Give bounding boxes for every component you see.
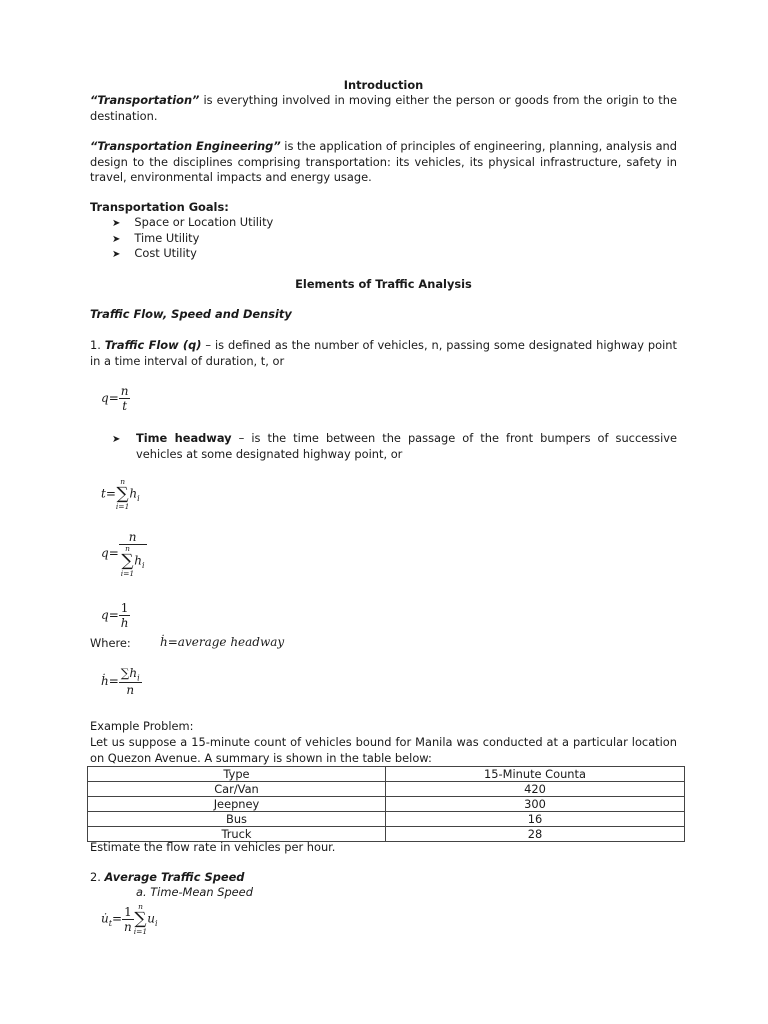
goal-item: ➤ Space or Location Utility (112, 215, 274, 229)
para-transportation (90, 93, 677, 124)
flow-definition: 1. Traffic Flow (q) – is defined as the number of vehicles, n, passing some designated highway point in a time interval of duration, t, or (90, 338, 677, 368)
equation-hbar-sum-over-n: ḣ= $\frac{\sum h_i}{n}$ (101, 666, 140, 698)
arrow-bullet-icon: ➤ (112, 218, 121, 229)
table-cell: Bus (88, 812, 386, 827)
headway-definition: Time headway – is the time between the passage of the front bumpers of successive vehicles at some designated highway point, or (136, 431, 677, 461)
table-cell: Car/Van (88, 782, 386, 797)
goal-item: ➤ Time Utility (112, 231, 200, 245)
table-cell: 28 (386, 827, 685, 842)
table-header-row (88, 767, 685, 782)
equation-t-sum-h: t= n ∑ i=1 $h_i$ (101, 477, 140, 511)
term-transportation: “Transportation” (90, 93, 200, 107)
vehicle-count-table (87, 766, 685, 842)
subheading-flow-speed-density: Traffic Flow, Speed and Density (90, 307, 292, 321)
example-label: Example Problem: (90, 719, 194, 733)
heading-elements: Elements of Traffic Analysis (295, 277, 472, 291)
term-transportation-engineering: “Transportation Engineering” (90, 139, 281, 153)
equation-q-one-over-h: q= $\frac{1}{h}$ (101, 601, 129, 630)
arrow-bullet-icon: ➤ (112, 249, 121, 260)
table-cell: Truck (88, 827, 386, 842)
table-row (88, 797, 685, 812)
bullet-time-headway (112, 431, 120, 445)
example-question: Estimate the flow rate in vehicles per hour. (90, 840, 336, 854)
heading-introduction: Introduction (343, 78, 424, 92)
table-cell: 420 (386, 782, 685, 797)
equation-q-n-over-t: q= $\frac{n}{t}$ (101, 384, 129, 413)
equation-q-n-over-sum-h: q= n n ∑ i=1 $h_i$ (101, 530, 145, 578)
arrow-bullet-icon: ➤ (112, 234, 121, 245)
table-header: 15-Minute Counta (386, 767, 685, 782)
table-cell: Jeepney (88, 797, 386, 812)
where-label: Where: (90, 636, 131, 650)
table-header: Type (88, 767, 386, 782)
para-transportation-engineering-text: is the application of principles of engineering, planning, analysis and design to the disciplines comprising transportation: its vehicles, its physical infrastructure, safety in travel, environmental impacts and energy usage. (90, 139, 677, 184)
term-traffic-flow: Traffic Flow (q) (104, 338, 202, 352)
arrow-bullet-icon: ➤ (112, 434, 121, 445)
time-mean-speed-label: a. Time-Mean Speed (136, 885, 253, 899)
example-text: Let us suppose a 15-minute count of vehicles bound for Manila was conducted at a particular location on Quezon Avenue. A summary is shown in the table below: (90, 735, 677, 765)
table-cell: 16 (386, 812, 685, 827)
speed-heading: 2. Average Traffic Speed (90, 870, 245, 884)
equation-time-mean-speed: $u̇_t=$ $\frac{1}{n}$ n ∑ i=1 $u_i$ (101, 902, 158, 936)
table-cell: 300 (386, 797, 685, 812)
where-definition: ḣ=average headway (160, 635, 285, 649)
goal-item: ➤ Cost Utility (112, 246, 197, 260)
goals-title: Transportation Goals: (90, 200, 229, 214)
para-transportation-engineering (90, 139, 677, 186)
table-row (88, 782, 685, 797)
para-transportation-text: is everything involved in moving either the person or goods from the origin to the destination. (90, 93, 677, 123)
table-row (88, 812, 685, 827)
term-time-headway: Time headway (136, 431, 232, 445)
